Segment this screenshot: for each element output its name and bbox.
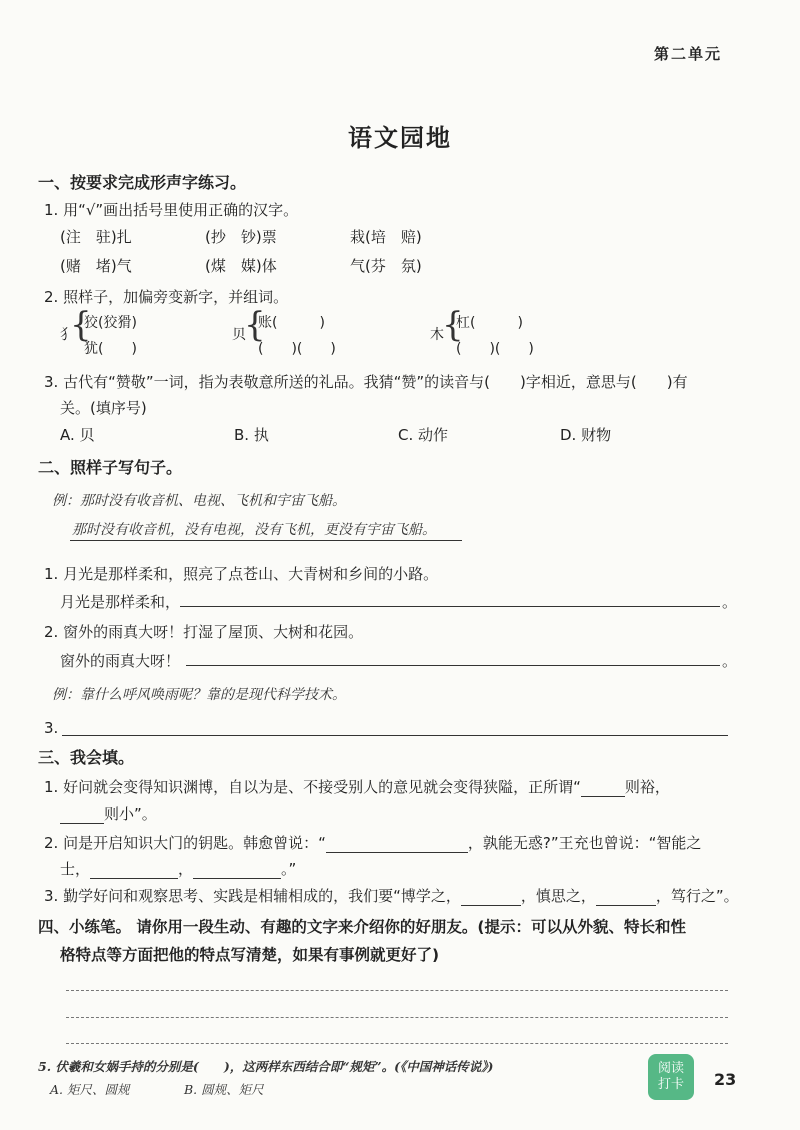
brace-icon: { bbox=[70, 305, 92, 345]
question-text: 士， bbox=[60, 860, 91, 878]
question-text: 2. 问是开启知识大门的钥匙。韩愈曾说：“ bbox=[44, 834, 326, 852]
underline bbox=[70, 540, 462, 541]
fill-blank[interactable] bbox=[461, 905, 521, 906]
word-blank[interactable]: 账( ) bbox=[258, 315, 325, 331]
writing-line[interactable] bbox=[66, 1043, 728, 1044]
answer-line[interactable] bbox=[180, 606, 720, 607]
option-c[interactable]: C. 动作 bbox=[398, 426, 449, 444]
section-1-heading: 一、按要求完成形声字练习。 bbox=[38, 173, 247, 192]
reading-checkin-badge[interactable] bbox=[648, 1054, 694, 1100]
fill-blank[interactable] bbox=[596, 905, 656, 906]
word-blank[interactable]: ( )( ) bbox=[258, 341, 336, 357]
question-text: 则小”。 bbox=[104, 805, 157, 823]
question-1-3-line1: 3. 古代有“赞敬”一词，指为表敬意所送的礼品。我猜“赞”的读音与( )字相近，意思与( )有 bbox=[44, 373, 688, 391]
section-2-heading: 二、照样子写句子。 bbox=[38, 458, 183, 477]
section-4-line1: 四、小练笔。 请你用一段生动、有趣的文字来介绍你的好朋友。(提示：可以从外貌、特长和性 bbox=[38, 918, 686, 936]
fill-blank[interactable] bbox=[60, 823, 104, 824]
writing-line[interactable] bbox=[66, 990, 728, 991]
question-2-3-number: 3. bbox=[44, 719, 59, 737]
question-text: ，慎思之， bbox=[520, 887, 596, 905]
radical-label: 贝 bbox=[232, 327, 246, 343]
question-1-3-line2: 关。(填序号) bbox=[60, 399, 147, 417]
example-answer: 那时没有收音机，没有电视，没有飞机，更没有宇宙飞船。 bbox=[72, 522, 436, 538]
badge-text: 阅读 bbox=[657, 1061, 684, 1076]
example-sentence: 例：靠什么呼风唤雨呢？靠的是现代科学技术。 bbox=[52, 687, 346, 703]
reading-question: 5. 伏羲和女娲手持的分别是( )，这两样东西结合即“规矩”。(《中国神话传说》) bbox=[38, 1059, 494, 1074]
word-blank[interactable]: 犹( ) bbox=[84, 341, 137, 357]
reading-option-a[interactable]: A. 矩尺、圆规 bbox=[50, 1082, 130, 1097]
question-text: 1. 好问就会变得知识渊博，自以为是、不接受别人的意见就会变得狭隘，正所谓“ bbox=[44, 778, 581, 796]
question-text: 3. 勤学好问和观察思考、实践是相辅相成的，我们要“博学之， bbox=[44, 887, 461, 905]
word-blank[interactable]: ( )( ) bbox=[456, 341, 534, 357]
badge-text: 打卡 bbox=[657, 1077, 684, 1092]
option-d[interactable]: D. 财物 bbox=[560, 426, 612, 444]
writing-line[interactable] bbox=[66, 1017, 728, 1018]
radical-label: 木 bbox=[430, 327, 444, 343]
answer-line[interactable] bbox=[62, 735, 728, 736]
period: 。 bbox=[722, 652, 738, 670]
answer-prefix: 窗外的雨真大呀！ bbox=[60, 652, 181, 670]
answer-prefix: 月光是那样柔和， bbox=[60, 593, 181, 611]
brace-icon: { bbox=[442, 305, 464, 345]
option-b[interactable]: B. 执 bbox=[234, 426, 269, 444]
fill-blank[interactable] bbox=[193, 878, 281, 879]
question-2-2: 2. 窗外的雨真大呀！打湿了屋顶、大树和花园。 bbox=[44, 623, 364, 641]
question-3-1 bbox=[44, 776, 670, 797]
question-text: ，笃行之”。 bbox=[655, 887, 739, 905]
brace-icon: { bbox=[244, 305, 266, 345]
word-example: 狡(狡猾) bbox=[84, 315, 137, 331]
page-title: 语文园地 bbox=[348, 124, 452, 152]
question-3-2 bbox=[44, 832, 701, 853]
question-3-2-cont bbox=[60, 858, 296, 879]
question-3-1-cont bbox=[60, 803, 157, 824]
fill-blank[interactable] bbox=[581, 796, 625, 797]
word-blank[interactable]: 杠( ) bbox=[456, 315, 523, 331]
radical-label: 犭 bbox=[60, 327, 74, 343]
page-number: 23 bbox=[714, 1070, 737, 1089]
example-sentence: 例：那时没有收音机、电视、飞机和宇宙飞船。 bbox=[52, 493, 346, 509]
answer-line[interactable] bbox=[186, 665, 720, 666]
question-text: 则裕， bbox=[624, 778, 670, 796]
unit-label: 第二单元 bbox=[653, 45, 722, 63]
choice-item[interactable]: 栽(培 赔) bbox=[350, 228, 422, 246]
question-text: 。” bbox=[281, 860, 297, 878]
question-text: ， bbox=[178, 860, 194, 878]
choice-item[interactable]: (赌 堵)气 bbox=[60, 257, 132, 275]
choice-item[interactable]: (煤 媒)体 bbox=[205, 257, 277, 275]
option-a[interactable]: A. 贝 bbox=[60, 426, 95, 444]
fill-blank[interactable] bbox=[90, 878, 178, 879]
question-2-1: 1. 月光是那样柔和，照亮了点苍山、大青树和乡间的小路。 bbox=[44, 565, 439, 583]
fill-blank[interactable] bbox=[326, 852, 468, 853]
choice-item[interactable]: (抄 钞)票 bbox=[205, 228, 277, 246]
choice-item[interactable]: (注 驻)扎 bbox=[60, 228, 132, 246]
question-1-2-prompt: 2. 照样子，加偏旁变新字，并组词。 bbox=[44, 288, 289, 306]
period: 。 bbox=[722, 593, 738, 611]
section-3-heading: 三、我会填。 bbox=[38, 748, 135, 767]
reading-option-b[interactable]: B. 圆规、矩尺 bbox=[184, 1082, 264, 1097]
choice-item[interactable]: 气(芬 氛) bbox=[350, 257, 422, 275]
question-3-3 bbox=[44, 885, 739, 906]
section-4-line2: 格特点等方面把他的特点写清楚，如果有事例就更好了) bbox=[60, 946, 440, 964]
question-text: ，孰能无惑?”王充也曾说：“智能之 bbox=[467, 834, 702, 852]
question-1-1-prompt: 1. 用“√”画出括号里使用正确的汉字。 bbox=[44, 201, 299, 219]
